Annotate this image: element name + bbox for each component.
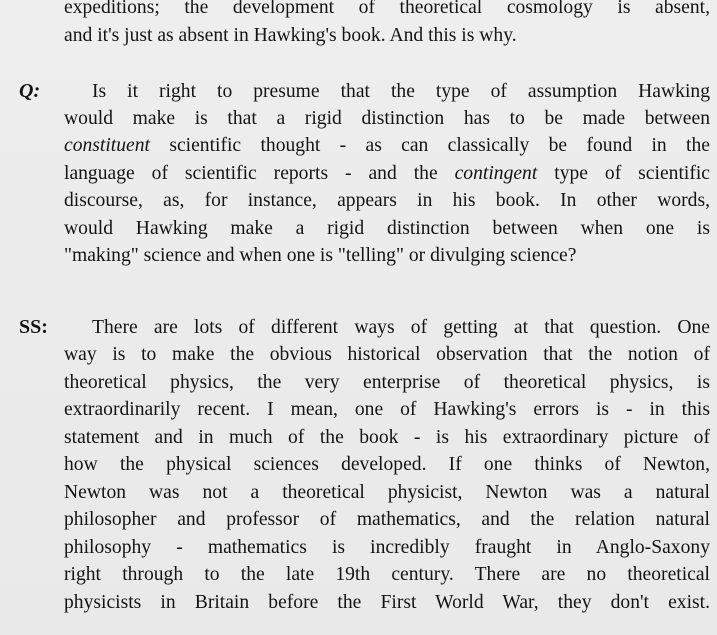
answer-line-11: physicists in Britain before the First World War, they don't exist. [64, 592, 710, 613]
question-line-1: Is it right to presume that the type of assumption Hawking [92, 81, 710, 102]
answer-line-9: philosophy - mathematics is incredibly fraught in Anglo-Saxony [64, 537, 710, 558]
question-line-4 [64, 160, 710, 188]
question-line-6: would Hawking make a rigid distinction between when one is [64, 218, 710, 239]
answer-line-10: right through to the late 19th century. There are no theoretical [64, 564, 710, 585]
question-line-4-pre: language of scientific reports - and the [64, 163, 455, 184]
question-line-3-rest: scientific thought - as can classically be found in the [149, 135, 710, 156]
answer-line-1: There are lots of different ways of getting at that question. One [92, 317, 710, 338]
question-line-3 [64, 132, 710, 160]
answer-line-4: extraordinarily recent. I mean, one of Hawking's errors is - in this [64, 399, 710, 420]
answer-line-6: how the physical sciences developed. If one thinks of Newton, [64, 454, 710, 475]
intro-line-1: expeditions; the development of theoretical cosmology is absent, [64, 0, 710, 18]
question-line-2: would make is that a rigid distinction has to be made between [64, 108, 710, 129]
question-line-7: "making" science and when one is "telling" or divulging science? [64, 245, 577, 266]
question-speaker-label: Q: [19, 80, 41, 102]
answer-line-7: Newton was not a theoretical physicist, Newton was a natural [64, 482, 710, 503]
question-emphasis-constituent: constituent [64, 135, 150, 156]
intro-line-2: and it's just as absent in Hawking's book. And this is why. [64, 25, 517, 46]
answer-line-2: way is to make the obvious historical observation that the notion of [64, 344, 710, 365]
answer-line-3: theoretical physics, the very enterprise of theoretical physics, is [64, 372, 710, 393]
question-line-4-post: type of scientific [537, 163, 710, 184]
answer-line-5: statement and in much of the book - is his extraordinary picture of [64, 427, 710, 448]
answer-line-8: philosopher and professor of mathematics, and the relation natural [64, 509, 710, 530]
question-line-5: discourse, as, for instance, appears in his book. In other words, [64, 190, 710, 211]
question-emphasis-contingent: contingent [454, 163, 538, 184]
answer-speaker-label: SS: [19, 316, 48, 338]
